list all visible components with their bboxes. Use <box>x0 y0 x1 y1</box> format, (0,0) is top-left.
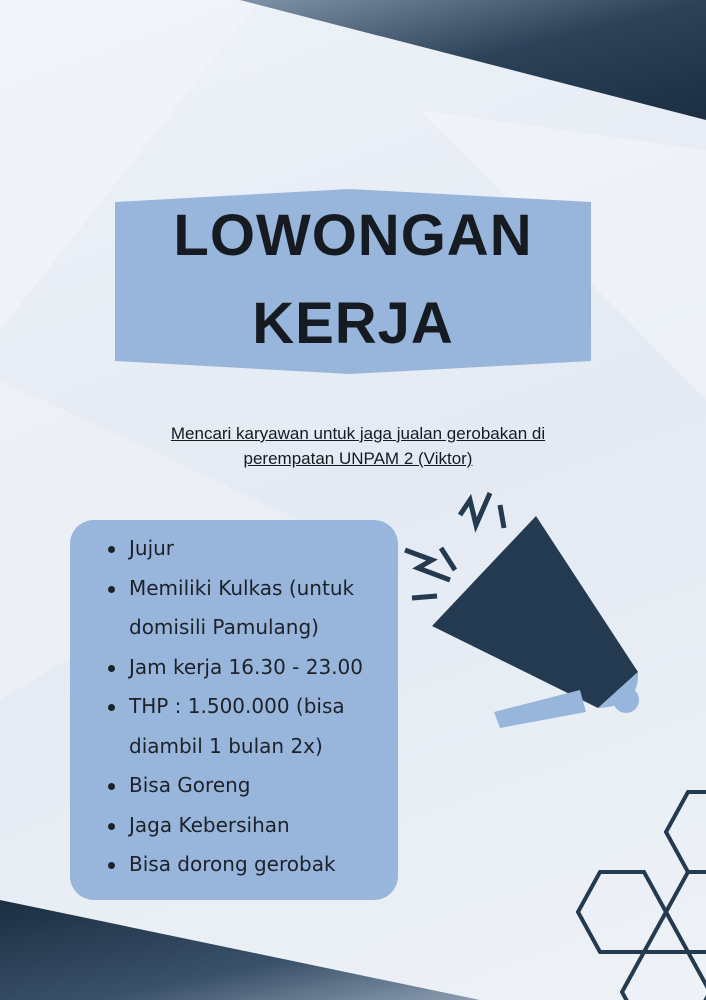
requirement-item: Jujur <box>108 529 388 569</box>
requirements-list <box>108 529 388 885</box>
top-right-band <box>240 0 706 120</box>
requirement-item: Bisa dorong gerobak <box>108 845 388 885</box>
requirement-item: Bisa Goreng <box>108 766 388 806</box>
title-line-1: LOWONGAN <box>173 203 533 268</box>
hexagon-pattern <box>578 792 706 1000</box>
requirement-item: Jaga Kebersihan <box>108 806 388 846</box>
subtitle-line-1: Mencari karyawan untuk jaga jualan gerobakan di <box>170 424 546 443</box>
title-line-2: KERJA <box>252 291 454 356</box>
bottom-left-band <box>0 900 480 1000</box>
requirement-item: Memiliki Kulkas (untuk domisili Pamulang) <box>108 569 388 648</box>
subtitle-line-2: perempatan UNPAM 2 (Viktor) <box>243 449 473 468</box>
page-title <box>115 192 591 368</box>
subtitle <box>110 421 606 471</box>
requirements-panel <box>70 520 398 900</box>
requirement-item: Jam kerja 16.30 - 23.00 <box>108 648 388 688</box>
megaphone-icon <box>405 493 639 728</box>
requirement-item: THP : 1.500.000 (bisa diambil 1 bulan 2x) <box>108 687 388 766</box>
